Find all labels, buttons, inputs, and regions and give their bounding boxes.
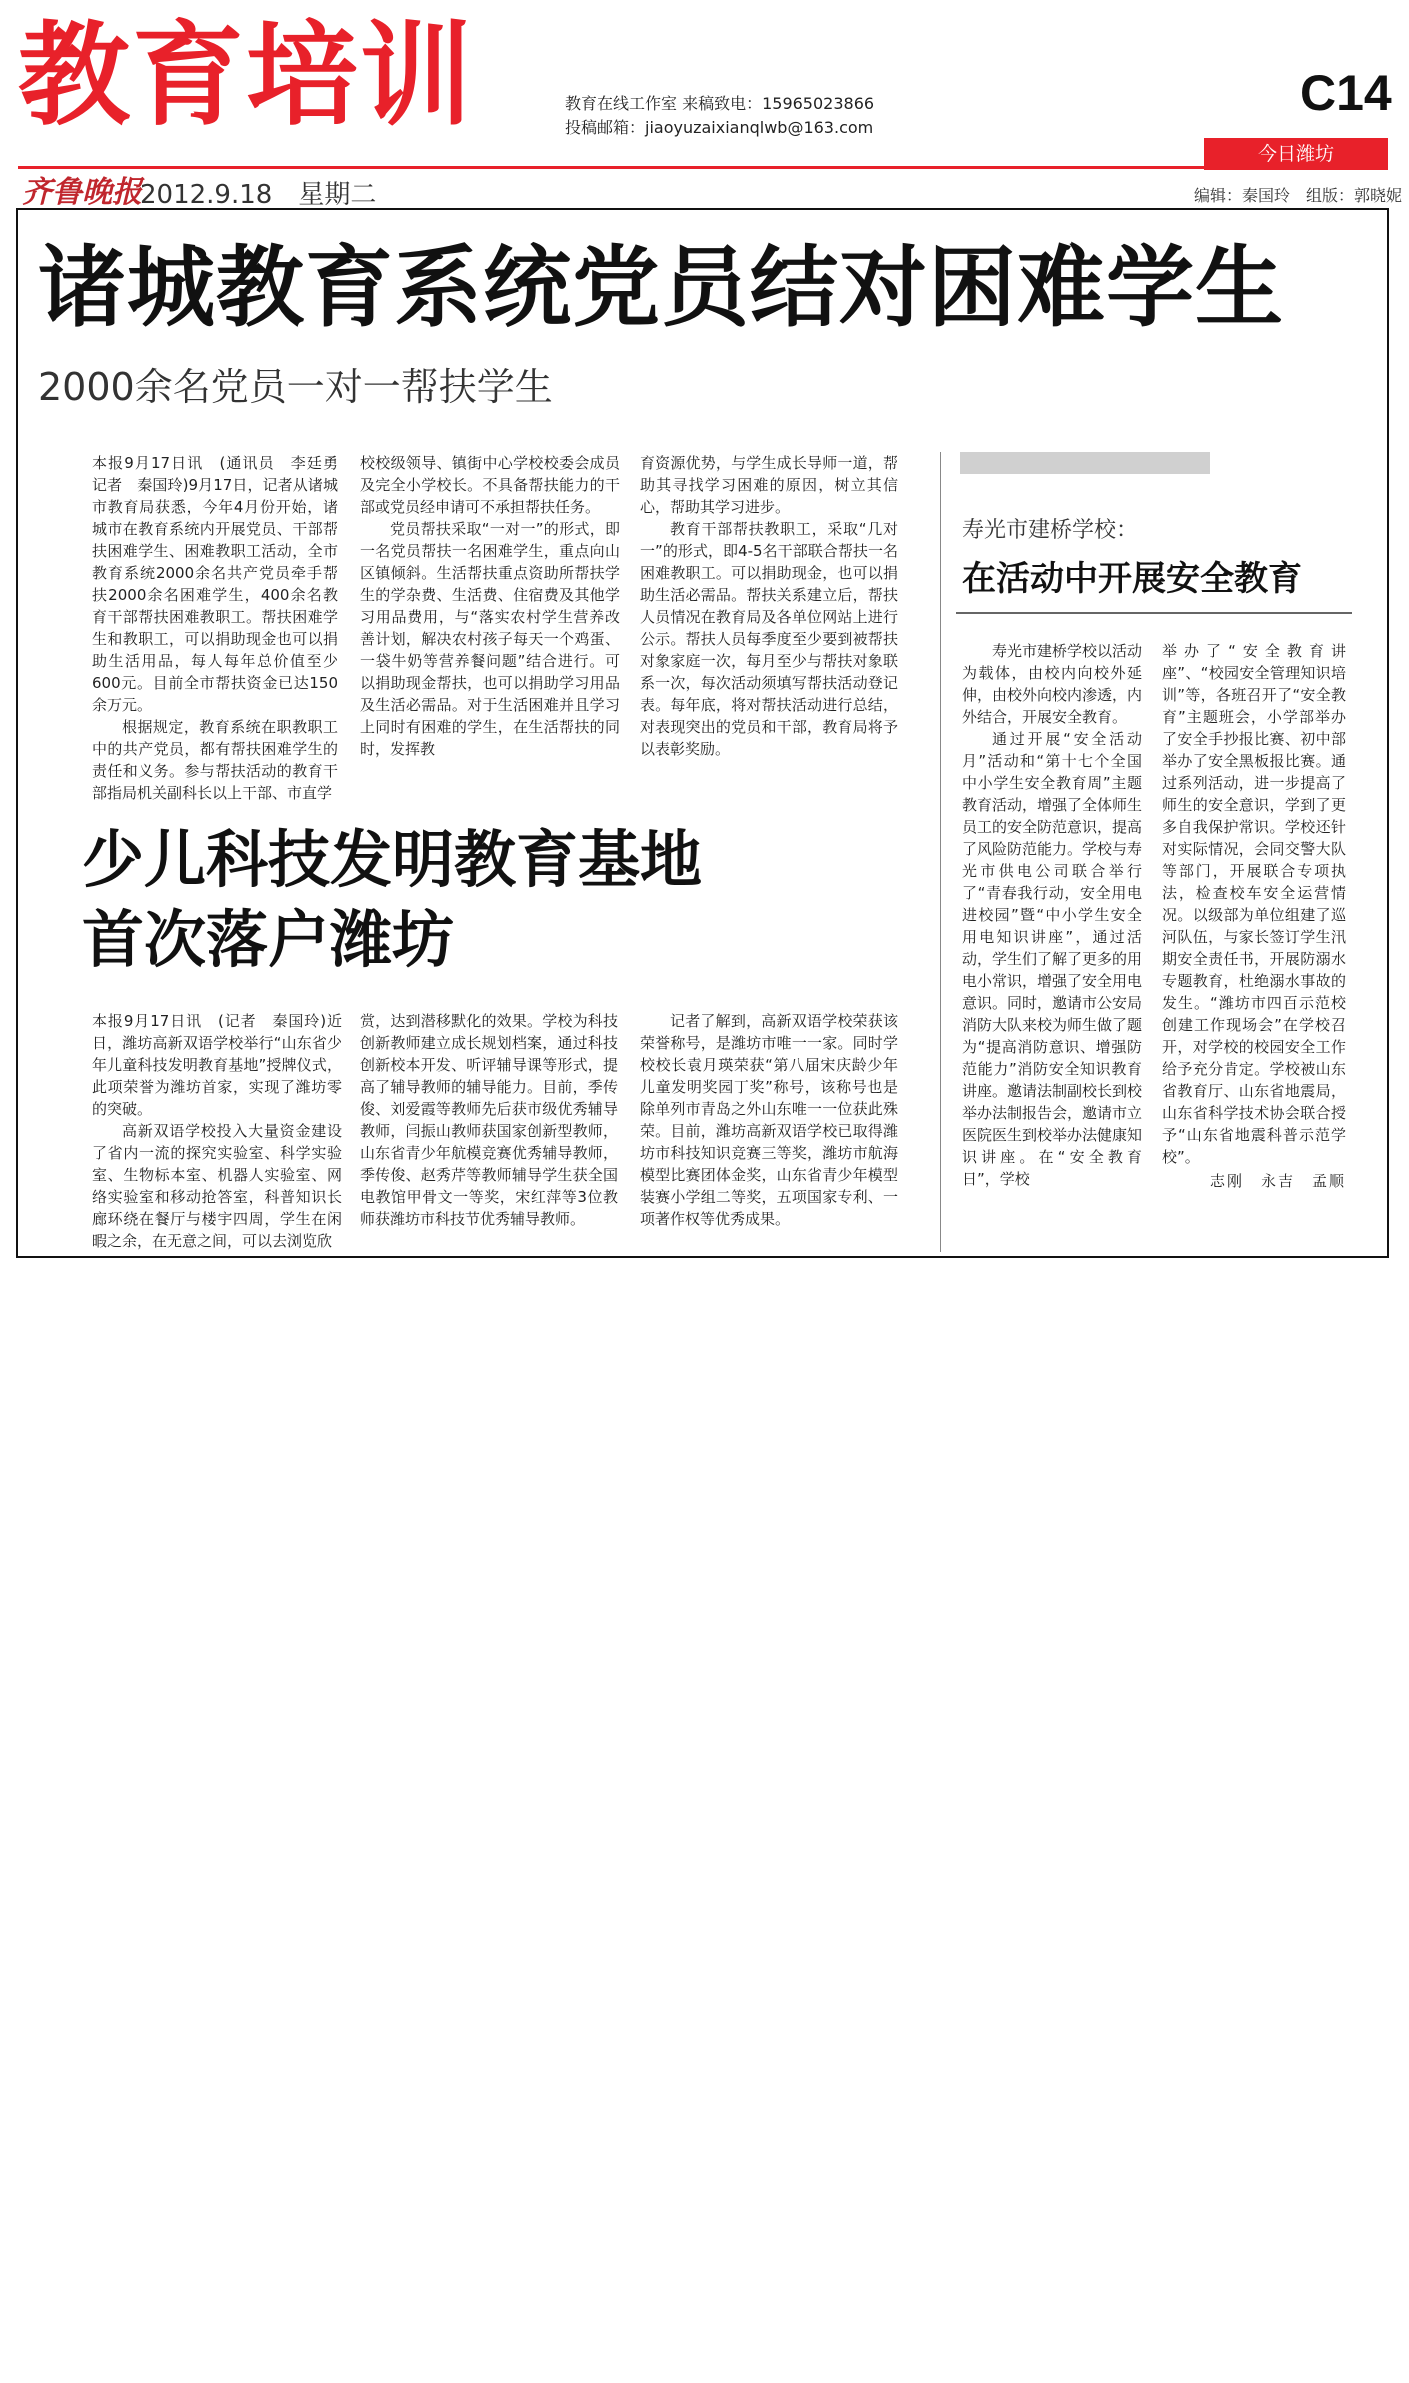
masthead-logo: 齐鲁晚报 [22, 175, 142, 210]
paragraph: 通过开展“安全活动月”活动和“第十七个全国中小学生安全教育周”主题教育活动，增强了全体师生员工的安全防范意识，提高了风险防范能力。学校与寿光市供电公司联合举行了“青春我行动，安全用电进校园”暨“中小学生安全用电知识讲座”，通过活动，学生们了解了更多的用电小常识，增强了安全用电意识。同时，邀请市公安局消防大队来校为师生做了题为“提高消防意识、增强防范能力”消防安全知识教育讲座。邀请法制副校长到校举办法制报告会，邀请市立医院医生到校举办法健康知识讲座。在“安全教育日”，学校 [962, 730, 1143, 1188]
issue-date: 2012.9.18 星期二 [140, 180, 377, 210]
contact-email: 投稿邮箱：jiaoyuzaixianqlwb@163.com [565, 118, 874, 137]
paragraph: 党员帮扶采取“一对一”的形式，即一名党员帮扶一名困难学生，重点向山区镇倾斜。生活帮扶重点资助所帮扶学生的学杂费、生活费、住宿费及其他学习用品费用，与“落实农村学生营养改善计划，解决农村孩子每天一个鸡蛋、一袋牛奶等营养餐问题”结合进行。可以捐助现金帮扶，也可以捐助学习用品及生活必需品。对于生活困难并且学习上同时有困难的学生，在生活帮扶的同时，发挥教 [360, 520, 620, 758]
article2-column-3 [640, 1010, 898, 1230]
paragraph: 教育干部帮扶教职工，采取“几对一”的形式，即4-5名干部联合帮扶一名困难教职工。可以捐助现金，也可以捐助生活必需品。帮扶关系建立后，帮扶人员情况在教育局及各单位网站上进行公示。帮扶人员每季度至少要到被帮扶对象家庭一次，每月至少与帮扶对象联系一次，每次活动须填写帮扶活动登记表。每年底，将对帮扶活动进行总结，对表现突出的党员和干部，教育局将予以表彰奖励。 [640, 520, 898, 758]
contact-info [565, 92, 874, 140]
paragraph: 举办了“安全教育讲座”、“校园安全管理知识培训”等，各班召开了“安全教育”主题班会，小学部举办了安全手抄报比赛、初中部举办了安全黑板报比赛。通过系列活动，进一步提高了师生的安全意识，学到了更多自我保护常识。学校还针对实际情况，会同交警大队等部门，开展联合专项执法，检查校车安全运营情况。以级部为单位组建了巡河队伍，与家长签订学生汛期安全责任书，开展防溺水专题教育，杜绝溺水事故的发生。“潍坊市四百示范校创建工作现场会”在学校召开，对学校的校园安全工作给予充分肯定。学校被山东省教育厅、山东省地震局，山东省科学技术协会联合授予“山东省地震科普示范学校”。 [1162, 642, 1346, 1166]
article1-column-2 [360, 452, 620, 760]
article2-column-1 [92, 1010, 342, 1252]
article2-headline-line1: 少儿科技发明教育基地 [82, 823, 703, 896]
article3-kicker: 寿光市建桥学校： [962, 518, 1139, 543]
column-divider [940, 452, 941, 1252]
paragraph: 寿光市建桥学校以活动为载体，由校内向校外延伸，由校外向校内渗透，内外结合，开展安全教育。 [962, 642, 1143, 726]
article1-subheadline: 2000余名党员一对一帮扶学生 [38, 365, 553, 409]
article3-column-1 [962, 640, 1142, 1190]
article1-column-3 [640, 452, 898, 760]
paragraph: 赏，达到潜移默化的效果。学校为科技创新教师建立成长规划档案，通过科技创新校本开发、听评辅导课等形式，提高了辅导教师的辅导能力。目前，季传俊、刘爱霞等教师先后获市级优秀辅导教师，闫振山教师获国家创新型教师，山东省青少年航模竞赛优秀辅导教师，季传俊、赵秀芹等教师辅导学生获全国电教馆甲骨文一等奖，宋红萍等3位教师获潍坊市科技节优秀辅导教师。 [360, 1012, 618, 1228]
paragraph: 根据规定，教育系统在职教职工中的共产党员，都有帮扶困难学生的责任和义务。参与帮扶活动的教育干部指局机关副科长以上干部、市直学 [92, 718, 338, 802]
article2-headline [82, 820, 702, 980]
page-number: C14 [1300, 65, 1392, 121]
article2-headline-line2: 首次落户潍坊 [82, 903, 455, 976]
article3-column-2 [1162, 640, 1346, 1192]
article3-bylines: 志刚 永吉 孟顺 [1209, 1172, 1346, 1190]
article1-headline: 诸城教育系统党员结对困难学生 [38, 236, 1285, 339]
region-tab: 今日潍坊 [1204, 138, 1388, 170]
paragraph: 本报9月17日讯 (记者 秦国玲)近日，潍坊高新双语学校举行“山东省少年儿童科技发明教育基地”授牌仪式，此项荣誉为潍坊首家，实现了潍坊零的突破。 [92, 1012, 342, 1118]
header-divider [18, 166, 1388, 169]
contact-phone: 教育在线工作室 来稿致电：15965023866 [565, 94, 875, 113]
paragraph: 校校级领导、镇街中心学校校委会成员及完全小学校长。不具备帮扶能力的干部或党员经申请可不承担帮扶任务。 [360, 454, 620, 516]
article1-column-1 [92, 452, 354, 804]
article3-rule [956, 612, 1352, 614]
article2-column-2 [360, 1010, 618, 1230]
section-name: 教育培训 [18, 11, 474, 141]
paragraph: 育资源优势，与学生成长导师一道，帮助其寻找学习困难的原因，树立其信心，帮助其学习进步。 [640, 454, 898, 516]
editor-credits: 编辑：秦国玲 组版：郭晓妮 [1194, 186, 1403, 205]
paragraph: 本报9月17日讯 (通讯员 李廷勇 记者 秦国玲)9月17日，记者从诸城市教育局获悉，今年4月份开始，诸城市在教育系统内开展党员、干部帮扶困难学生、困难教职工活动，全市教育系统2000余名共产党员牵手帮扶2000余名困难学生，400余名教育干部帮扶困难教职工。帮扶困难学生和教职工，可以捐助现金也可以捐助生活用品，每人每年总价值至少600元。目前全市帮扶资金已达150余万元。 [92, 454, 354, 714]
article3-headline: 在活动中开展安全教育 [962, 559, 1302, 599]
paragraph: 记者了解到，高新双语学校荣获该荣誉称号，是潍坊市唯一一家。同时学校校长袁月瑛荣获“第八届宋庆龄少年儿童发明奖园丁奖”称号，该称号也是除单列市青岛之外山东唯一一位获此殊荣。目前，潍坊高新双语学校已取得潍坊市科技知识竞赛三等奖，潍坊市航海模型比赛团体金奖，山东省青少年模型装赛小学组二等奖，五项国家专利、一项著作权等优秀成果。 [640, 1012, 898, 1228]
gray-bar [960, 452, 1210, 474]
paragraph: 高新双语学校投入大量资金建设了省内一流的探究实验室、科学实验室、生物标本室、机器人实验室、网络实验室和移动抢答室，科普知识长廊环绕在餐厅与楼宇四周，学生在闲暇之余，在无意之间，可以去浏览欣 [92, 1122, 342, 1250]
